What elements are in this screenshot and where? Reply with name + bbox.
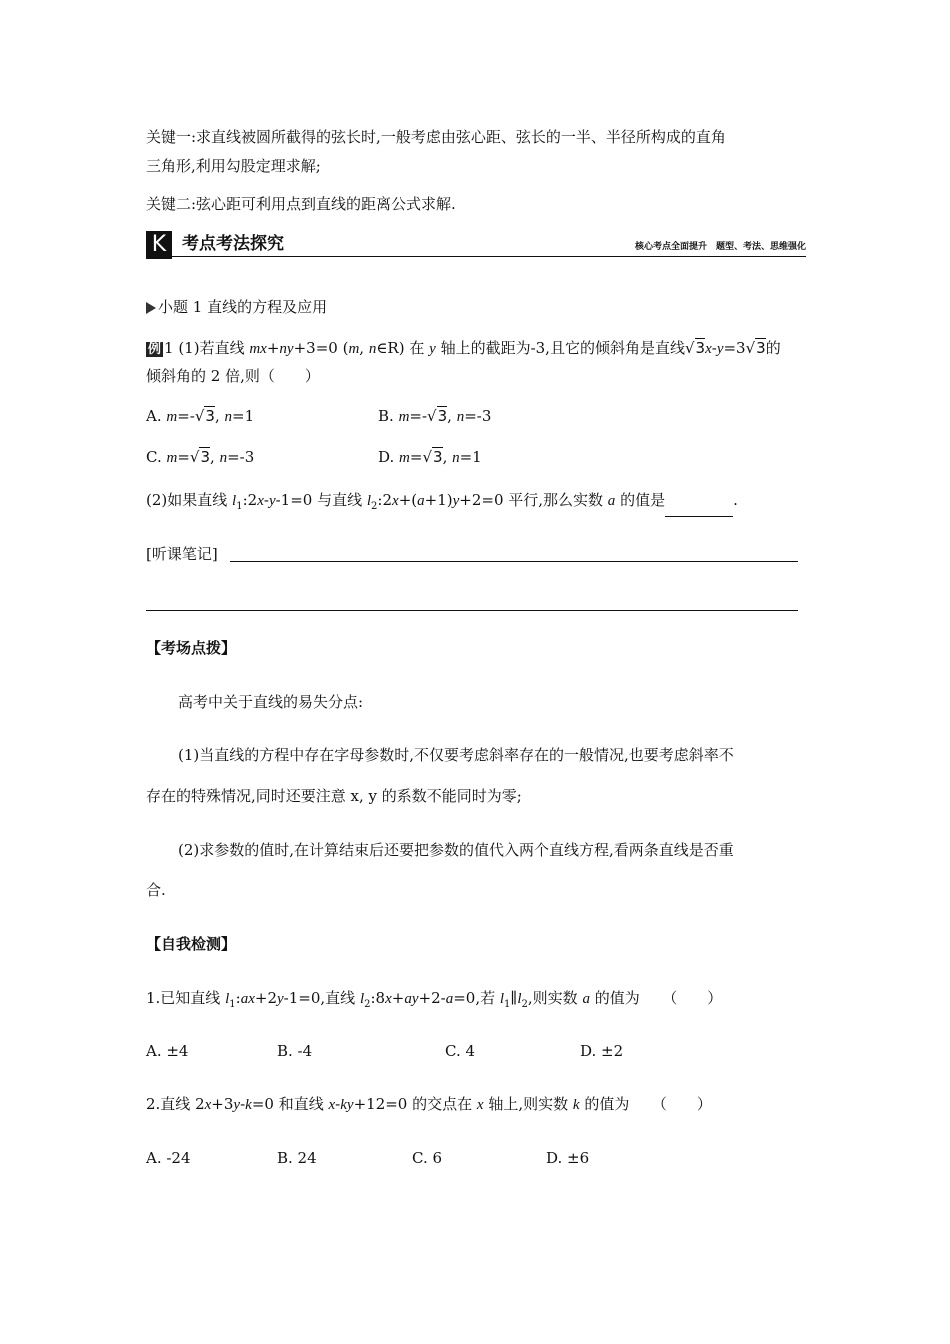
example-1-part2: (2)如果直线 $l_1:2x-y-1=0$ 与直线 $l_2:2x+(a+1)y+2=0$ 平行,那么实数 a 的值是 . [146, 490, 738, 517]
q2-option-d: D. ±6 [546, 1149, 590, 1167]
key-point-2: 关键二:弦心距可利用点到直线的距离公式求解. [146, 195, 456, 213]
example-1-part1-line2: 倾斜角的 2 倍,则（ ） [146, 367, 320, 385]
example-option-d: D. m=√3, n=1 [378, 448, 482, 466]
section-subtitle: 核心考点全面提升 题型、考法、思维强化 [634, 242, 806, 252]
tips-intro: 高考中关于直线的易失分点: [178, 693, 364, 711]
example-option-b: B. m=-√3, n=-3 [378, 407, 492, 425]
notes-line-1[interactable] [230, 561, 798, 562]
tips-p2-line2: 合. [146, 881, 166, 899]
section-rule [172, 256, 806, 257]
q1-option-b: B. -4 [277, 1042, 313, 1060]
q1-option-c: C. 4 [445, 1042, 476, 1060]
selfcheck-q1: 1.已知直线 $l_1:ax+2y-1=0$,直线 $l_2:8x+ay+2-a=0$,若 $l_1\parallel l_2$,则实数 a 的值为 （ ） [146, 989, 723, 1010]
section-k-icon: K [146, 231, 172, 259]
example-option-c: C. m=√3, n=-3 [146, 448, 255, 466]
notes-line-2[interactable] [146, 610, 798, 611]
key-point-1-line2: 三角形,利用勾股定理求解; [146, 157, 321, 175]
notes-label: [听课笔记] [146, 545, 218, 563]
selfcheck-q2: 2.直线 2x+3y-k=0 和直线 x-ky+12=0 的交点在 x 轴上,则实数 k 的值为 （ ） [146, 1095, 712, 1113]
tips-heading: 【考场点拨】 [146, 639, 237, 657]
selfcheck-heading: 【自我检测】 [146, 935, 237, 953]
q2-option-c: C. 6 [412, 1149, 443, 1167]
tips-p1-line1: (1)当直线的方程中存在字母参数时,不仅要考虑斜率存在的一般情况,也要考虑斜率不 [178, 746, 734, 764]
subtopic-heading [146, 297, 327, 317]
key-point-1-line1: 关键一:求直线被圆所截得的弦长时,一般考虑由弦心距、弦长的一半、半径所构成的直角 [146, 128, 726, 146]
tips-p2-line1: (2)求参数的值时,在计算结束后还要把参数的值代入两个直线方程,看两条直线是否重 [178, 841, 734, 859]
section-header [146, 231, 806, 261]
arrow-marker-icon [146, 302, 156, 314]
section-title: 考点考法探究 [182, 234, 284, 254]
q2-option-a: A. -24 [146, 1149, 191, 1167]
q2-option-b: B. 24 [277, 1149, 317, 1167]
example-1-part1-line1: 例 1 (1)若直线 mx+ny+3=0 (m, n∈R) 在 y 轴上的截距为-3,且它的倾斜角是直线√3x-y=3√3的 [148, 339, 781, 357]
q1-option-a: A. ±4 [146, 1042, 189, 1060]
example-option-a: A. m=-√3, n=1 [146, 407, 255, 425]
subtopic-title: 小题 1 直线的方程及应用 [158, 298, 328, 316]
example-badge: 例 [148, 342, 162, 357]
answer-blank[interactable] [665, 502, 733, 517]
q1-option-d: D. ±2 [580, 1042, 624, 1060]
tips-p1-line2: 存在的特殊情况,同时还要注意 x, y 的系数不能同时为零; [146, 787, 522, 805]
